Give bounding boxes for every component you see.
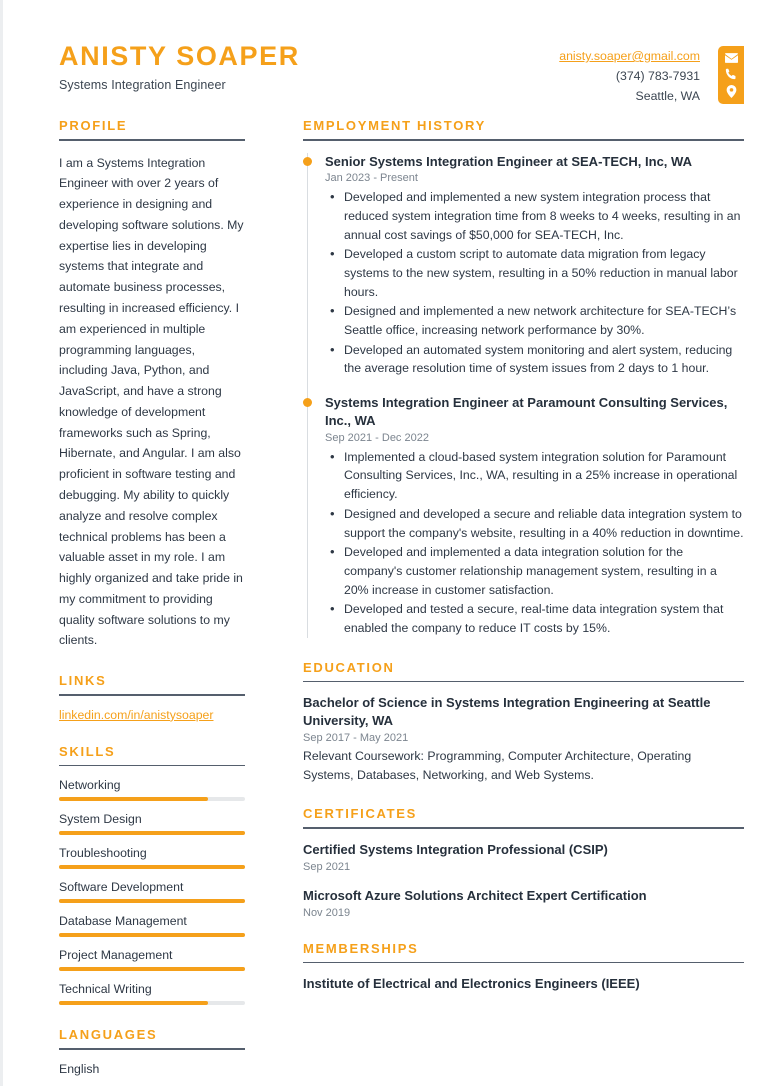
skill-level-fill <box>59 1001 208 1005</box>
skill-item <box>59 948 245 971</box>
skill-label: Project Management <box>59 948 173 963</box>
timeline-line <box>307 153 309 638</box>
job-entry <box>325 153 744 379</box>
skill-level-track <box>59 831 245 835</box>
section-languages <box>59 1027 245 1076</box>
skill-label: Networking <box>59 778 121 793</box>
entry-title: Bachelor of Science in Systems Integration Engineering at Seattle University, WA <box>303 695 711 729</box>
section-title-certificates: CERTIFICATES <box>303 806 418 822</box>
entry-dates: Nov 2019 <box>303 906 351 919</box>
section-divider <box>303 139 744 141</box>
resume-body <box>3 118 768 1086</box>
contact-phone: (374) 783-7931 <box>615 68 700 83</box>
jobs-list <box>325 153 744 638</box>
certificates-list <box>303 841 744 919</box>
job-bullet-list <box>325 188 744 378</box>
phone-icon <box>725 68 737 80</box>
section-skills <box>59 744 245 1006</box>
skill-item <box>59 846 245 869</box>
skill-label: Software Development <box>59 880 184 895</box>
skill-level-fill <box>59 865 245 869</box>
entry-description: Relevant Coursework: Programming, Computer Architecture, Operating Systems, Databases, Networking, and Web Systems. <box>303 749 692 782</box>
entry-item <box>303 975 744 993</box>
skill-label: Database Management <box>59 914 187 929</box>
section-divider <box>303 681 744 683</box>
entry-item <box>303 887 744 919</box>
skill-item <box>59 880 245 903</box>
skill-level-fill <box>59 967 245 971</box>
entry-item <box>303 694 744 784</box>
job-bullet: • Developed an automated system monitoring and alert system, reducing the average resolution time of system issues from 2 days to 1 hour. <box>325 341 744 378</box>
section-certificates <box>303 806 744 918</box>
entry-title: Microsoft Azure Solutions Architect Expert Certification <box>303 887 647 903</box>
employment-timeline <box>303 153 744 638</box>
language-item: English <box>59 1061 100 1076</box>
job-bullet: • Developed and implemented a data integration solution for the company's customer relationship management system, resulting in a 20% increase in customer satisfaction. <box>325 543 744 599</box>
skill-level-track <box>59 899 245 903</box>
main-content <box>263 118 744 1086</box>
sidebar <box>59 118 263 1086</box>
contact-icon-rail <box>718 46 744 104</box>
skill-item <box>59 914 245 937</box>
job-bullet: • Implemented a cloud-based system integration solution for Paramount Consulting Services, Inc., WA, resulting in a 25% increase in operational efficiency. <box>325 448 744 504</box>
profile-text: I am a Systems Integration Engineer with over 2 years of experience in designing and developing software solutions. My expertise lies in developing systems that integrate and automate business processes, resulting in increased efficiency. I am experienced in multiple programming languages, including Java, Python, and JavaScript, and have a strong knowledge of development frameworks such as Spring, Hibernate, and Angular. I am also proficient in software testing and debugging. My ability to quickly analyze and resolve complex technical problems has been a valuable asset in my role. I am highly organized and take pride in my commitment to providing quality software solutions to my clients. <box>59 155 244 648</box>
resume-header <box>3 0 768 118</box>
section-education <box>303 660 744 785</box>
skill-label: Technical Writing <box>59 982 152 997</box>
skill-level-fill <box>59 797 208 801</box>
job-bullet: • Designed and developed a secure and reliable data integration system to support the company's website, resulting in a 40% reduction in downtime. <box>325 505 744 542</box>
job-bullet: • Developed and tested a secure, real-time data integration system that enabled the company to reduce IT costs by 15%. <box>325 600 744 637</box>
entry-dates: Sep 2021 <box>303 860 351 873</box>
skills-list <box>59 778 245 1005</box>
section-title-languages: LANGUAGES <box>59 1027 158 1043</box>
entry-dates: Sep 2017 - May 2021 <box>303 732 409 745</box>
section-links <box>59 673 245 722</box>
section-title-profile: PROFILE <box>59 118 128 133</box>
job-dates: Jan 2023 - Present <box>325 172 418 185</box>
section-title-memberships: MEMBERSHIPS <box>303 940 419 956</box>
education-list <box>303 694 744 784</box>
skill-label: System Design <box>59 812 142 827</box>
skill-label: Troubleshooting <box>59 846 147 861</box>
job-entry <box>325 394 744 637</box>
section-title-links: LINKS <box>59 673 107 689</box>
contact-email-row <box>559 47 700 67</box>
entry-title: Certified Systems Integration Professional (CSIP) <box>303 841 608 857</box>
skill-level-track <box>59 1001 245 1005</box>
skill-level-fill <box>59 831 245 835</box>
section-divider <box>303 962 744 964</box>
job-bullet: • Developed a custom script to automate data migration from legacy systems to the new system, resulting in a 50% reduction in manual labor hours. <box>325 245 744 301</box>
contact-email-link[interactable]: anisty.soaper@gmail.com <box>559 49 700 63</box>
section-divider <box>59 1048 245 1050</box>
skill-level-fill <box>59 933 245 937</box>
skill-item <box>59 982 245 1005</box>
job-dates: Sep 2021 - Dec 2022 <box>325 431 429 444</box>
section-divider <box>59 694 245 696</box>
section-employment-history <box>303 118 744 638</box>
section-divider <box>59 765 245 767</box>
job-heading: Senior Systems Integration Engineer at SEA-TECH, Inc, WA <box>325 153 692 169</box>
entry-title: Institute of Electrical and Electronics Engineers (IEEE) <box>303 976 640 992</box>
skill-level-track <box>59 933 245 937</box>
skill-level-track <box>59 865 245 869</box>
skill-level-fill <box>59 899 245 903</box>
skill-item <box>59 778 245 801</box>
envelope-icon <box>725 53 738 63</box>
page-title: ANISTY SOAPER <box>59 41 300 71</box>
contact-location: Seattle, WA <box>635 88 700 103</box>
timeline-dot-icon <box>303 157 312 166</box>
section-memberships <box>303 941 744 993</box>
section-title-employment: EMPLOYMENT HISTORY <box>303 118 487 133</box>
job-heading: Systems Integration Engineer at Paramount Consulting Services, Inc., WA <box>325 395 728 428</box>
section-divider <box>303 827 744 829</box>
job-bullet: • Developed and implemented a new system integration process that reduced system integration time from 8 weeks to 4 weeks, resulting in an annual cost savings of $50,000 for SEA-TECH, Inc. <box>325 188 744 244</box>
section-divider <box>59 139 245 141</box>
skill-item <box>59 812 245 835</box>
job-bullet-list <box>325 448 744 638</box>
contact-info <box>559 47 700 107</box>
link-item[interactable]: linkedin.com/in/anistysoaper <box>59 707 214 722</box>
section-title-education: EDUCATION <box>303 659 395 675</box>
timeline-dot-icon <box>303 398 312 407</box>
entry-item <box>303 841 744 873</box>
header-job-title: Systems Integration Engineer <box>59 77 226 92</box>
memberships-list <box>303 975 744 993</box>
skill-level-track <box>59 797 245 801</box>
section-profile <box>59 118 245 651</box>
job-bullet: • Designed and implemented a new network architecture for SEA-TECH’s Seattle office, increasing network performance by 30%. <box>325 302 744 339</box>
skill-level-track <box>59 967 245 971</box>
section-title-skills: SKILLS <box>59 743 116 759</box>
location-pin-icon <box>726 85 737 98</box>
